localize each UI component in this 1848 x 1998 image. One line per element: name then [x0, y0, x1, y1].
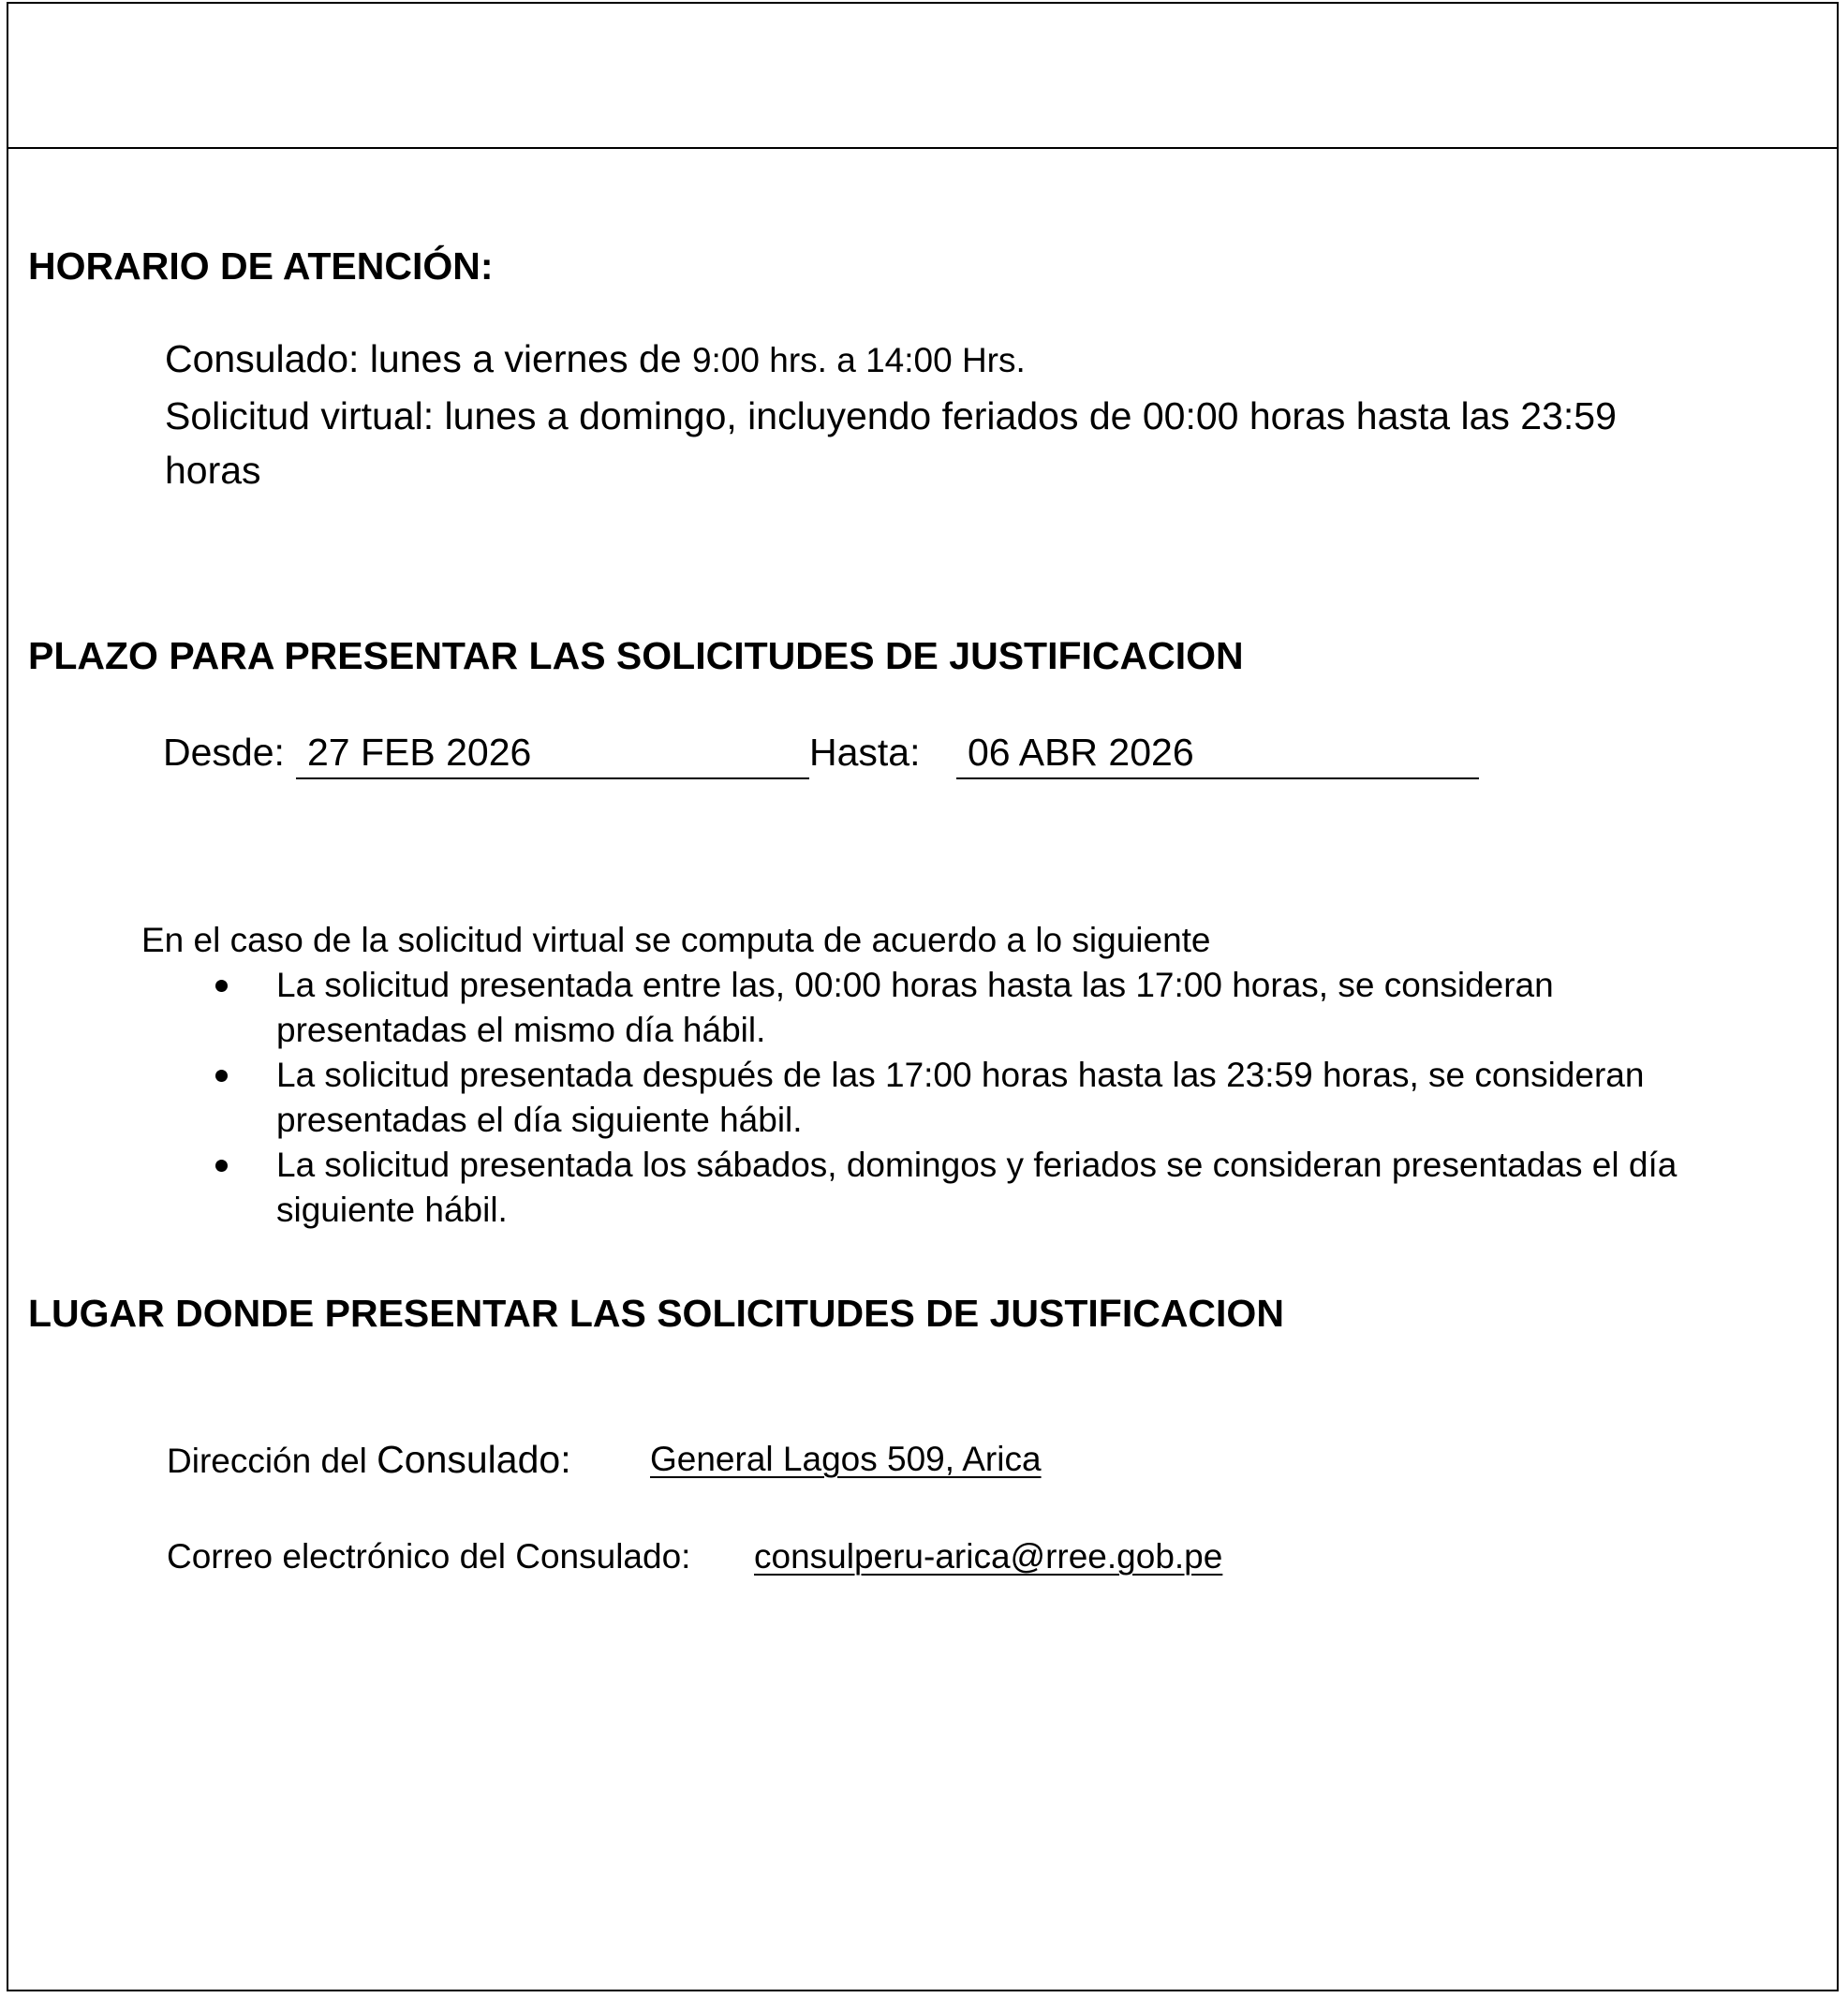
direccion-label — [167, 1436, 571, 1485]
plazo-heading: PLAZO PARA PRESENTAR LAS SOLICITUDES DE JUSTIFICACION — [28, 634, 1244, 677]
correo-label: Correo electrónico del Consulado: — [167, 1537, 691, 1576]
correo-link[interactable]: consulperu-arica@rree.gob.pe — [754, 1537, 1223, 1576]
horario-consulado-line — [165, 335, 1026, 384]
hasta-value: 06 ABR 2026 — [956, 729, 1479, 779]
list-item — [211, 1053, 1822, 1143]
horario-virtual-line: Solicitud virtual: lunes a domingo, incluyendo feriados de 00:00 horas hasta las 23:59 — [165, 394, 1617, 437]
direccion-label-a: Dirección del — [167, 1442, 377, 1480]
list-item-line: presentadas el mismo día hábil. — [276, 1011, 766, 1049]
computo-list — [211, 963, 1822, 1233]
computo-intro: En el caso de la solicitud virtual se computa de acuerdo a lo siguiente — [141, 921, 1211, 959]
direccion-label-b: Consulado: — [377, 1438, 571, 1481]
direccion-value: General Lagos 509, Arica — [650, 1440, 1042, 1478]
bullet-icon — [215, 1070, 228, 1082]
list-item-line: siguiente hábil. — [276, 1191, 508, 1229]
bullet-icon — [215, 1160, 228, 1172]
horario-consulado-hours: 9:00 hrs. a 14:00 Hrs. — [691, 341, 1026, 379]
horario-virtual-line-cont: horas — [165, 449, 261, 492]
list-item — [211, 1143, 1822, 1233]
horario-heading: HORARIO DE ATENCIÓN: — [28, 244, 494, 288]
lugar-heading: LUGAR DONDE PRESENTAR LAS SOLICITUDES DE JUSTIFICACION — [28, 1292, 1284, 1335]
desde-value: 27 FEB 2026 — [296, 729, 809, 779]
header-divider — [7, 147, 1839, 149]
horario-consulado-text: Consulado: lunes a viernes de — [165, 337, 692, 380]
hasta-label: Hasta: — [809, 731, 921, 774]
list-item-line: La solicitud presentada los sábados, domingos y feriados se consideran presentadas el día — [276, 1146, 1678, 1184]
desde-label: Desde: — [163, 731, 285, 774]
bullet-icon — [215, 980, 228, 992]
list-item-line: La solicitud presentada entre las, 00:00 horas hasta las 17:00 horas, se consideran — [276, 966, 1554, 1004]
list-item — [211, 963, 1822, 1053]
list-item-line: presentadas el día siguiente hábil. — [276, 1101, 803, 1139]
list-item-line: La solicitud presentada después de las 17:00 horas hasta las 23:59 horas, se consideran — [276, 1056, 1645, 1094]
